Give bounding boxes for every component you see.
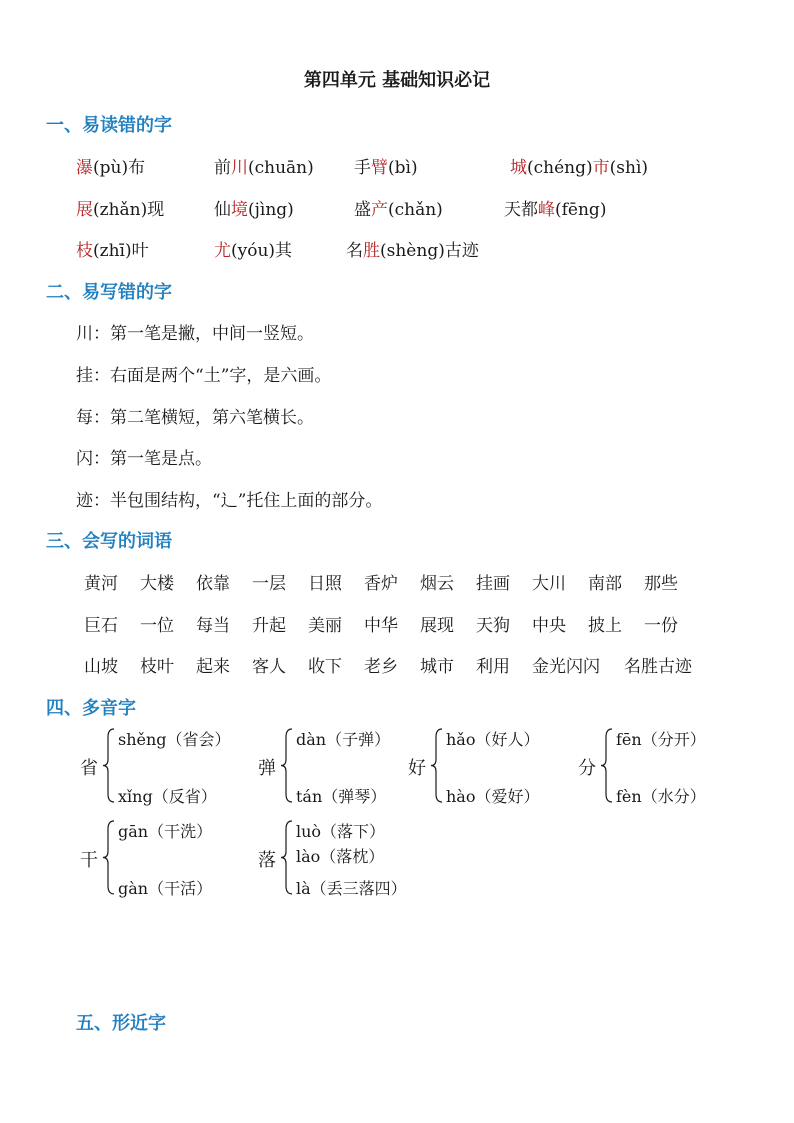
word-item: 金光闪闪 [532,657,600,677]
misread-item [76,195,164,220]
polyphone-reading: hào（爱好） [446,787,540,806]
word-item: 那些 [644,574,678,594]
word-item: 大川 [532,574,566,594]
polyphone-reading: tán（弹琴） [296,787,387,806]
word-item: 日照 [308,574,342,594]
word-item: 城市 [420,657,454,677]
word-item: 每当 [196,616,230,636]
highlight-char: 城 [510,158,527,178]
section-heading-words: 三、会写的词语 [46,531,172,552]
rule-item: 川：第一笔是撇，中间一竖短。 [76,324,314,344]
misread-item [354,195,443,220]
word-item: 客人 [252,657,286,677]
word-item: 黄河 [84,574,118,594]
pinyin-text: (fēng) [555,200,607,220]
word-item: 枝叶 [140,657,174,677]
word-item: 山坡 [84,657,118,677]
misread-item [504,195,606,220]
word-item: 巨石 [84,616,118,636]
item-text: 名 [346,241,363,261]
word-item: 名胜古迹 [624,657,692,677]
word-item: 烟云 [420,574,454,594]
section-heading-easy-write: 二、易写错的字 [46,282,172,303]
polyphone-reading: là（丢三落四） [296,879,407,898]
pinyin-text: (jìng) [248,200,294,220]
highlight-char: 境 [231,200,248,220]
highlight-char: 尤 [214,241,231,261]
pinyin-text: (chuān) [248,158,314,178]
misread-item [214,195,294,220]
brace-icon [600,727,614,804]
polyphone-reading: gàn（干活） [118,879,213,898]
misread-item [510,153,648,178]
highlight-char: 枝 [76,241,93,261]
highlight-char: 峰 [538,200,555,220]
rule-item: 迹：半包围结构，“辶”托住上面的部分。 [76,491,383,511]
highlight-char: 市 [592,158,610,178]
section-heading-similar-chars: 五、形近字 [76,1013,166,1034]
pinyin-text: (zhī)叶 [93,241,149,261]
polyphone-reading: xǐng（反省） [118,787,217,806]
word-item: 南部 [588,574,622,594]
rule-item: 挂：右面是两个“土”字，是六画。 [76,366,332,386]
highlight-char: 胜 [363,241,380,261]
highlight-char: 展 [76,200,93,220]
page-title: 第四单元 基础知识必记 [303,70,491,91]
word-item: 一位 [140,616,174,636]
misread-item [76,236,149,261]
word-item: 起来 [196,657,230,677]
item-text: 手 [354,158,371,178]
brace-icon [430,727,444,804]
brace-icon [280,727,294,804]
item-text: 前 [214,158,231,178]
polyphone-char: 分 [578,757,596,779]
word-item: 中央 [532,616,566,636]
pinyin-text: (chéng) [527,158,593,178]
item-text: 天都 [504,200,538,220]
item-text: 仙 [214,200,231,220]
highlight-char: 产 [371,200,388,220]
polyphone-reading: gān（干洗） [118,822,213,841]
polyphone-char: 好 [408,757,426,779]
polyphone-char: 干 [80,849,98,871]
polyphone-reading: shěng（省会） [118,730,231,749]
polyphone-reading: fèn（水分） [616,787,706,806]
brace-icon [102,727,116,804]
word-item: 老乡 [364,657,398,677]
polyphone-reading: hǎo（好人） [446,730,540,749]
pinyin-text: (shèng)古迹 [380,241,479,261]
misread-item [76,153,145,178]
pinyin-text: (shì) [609,158,649,178]
word-item: 披上 [588,616,622,636]
misread-item [346,236,479,261]
polyphone-reading: dàn（子弹） [296,730,391,749]
highlight-char: 瀑 [76,158,93,178]
section-heading-easy-read: 一、易读错的字 [46,115,172,136]
word-item: 大楼 [140,574,174,594]
misread-item [214,236,292,261]
word-item: 收下 [308,657,342,677]
polyphone-char: 省 [80,757,98,779]
brace-icon [280,819,294,896]
word-item: 中华 [364,616,398,636]
pinyin-text: (bì) [388,158,418,178]
highlight-char: 臂 [371,158,388,178]
word-item: 展现 [420,616,454,636]
rule-item: 每：第二笔横短，第六笔横长。 [76,408,314,428]
polyphone-char: 弹 [258,757,276,779]
brace-icon [102,819,116,896]
highlight-char: 川 [231,158,248,178]
misread-item [214,153,314,178]
word-item: 升起 [252,616,286,636]
word-item: 挂画 [476,574,510,594]
polyphone-char: 落 [258,849,276,871]
polyphone-reading: fēn（分开） [616,730,706,749]
pinyin-text: (pù)布 [93,158,146,178]
misread-item [354,153,418,178]
polyphone-reading: lào（落枕） [296,847,385,866]
word-item: 利用 [476,657,510,677]
pinyin-text: (zhǎn)现 [93,200,165,220]
word-item: 一份 [644,616,678,636]
item-text: 盛 [354,200,371,220]
word-item: 依靠 [196,574,230,594]
word-item: 香炉 [364,574,398,594]
rule-item: 闪：第一笔是点。 [76,449,212,469]
section-heading-polyphones: 四、多音字 [46,698,136,719]
word-item: 美丽 [308,616,342,636]
pinyin-text: (chǎn) [388,200,443,220]
word-item: 一层 [252,574,286,594]
pinyin-text: (yóu)其 [231,241,293,261]
polyphone-reading: luò（落下） [296,822,386,841]
word-item: 天狗 [476,616,510,636]
